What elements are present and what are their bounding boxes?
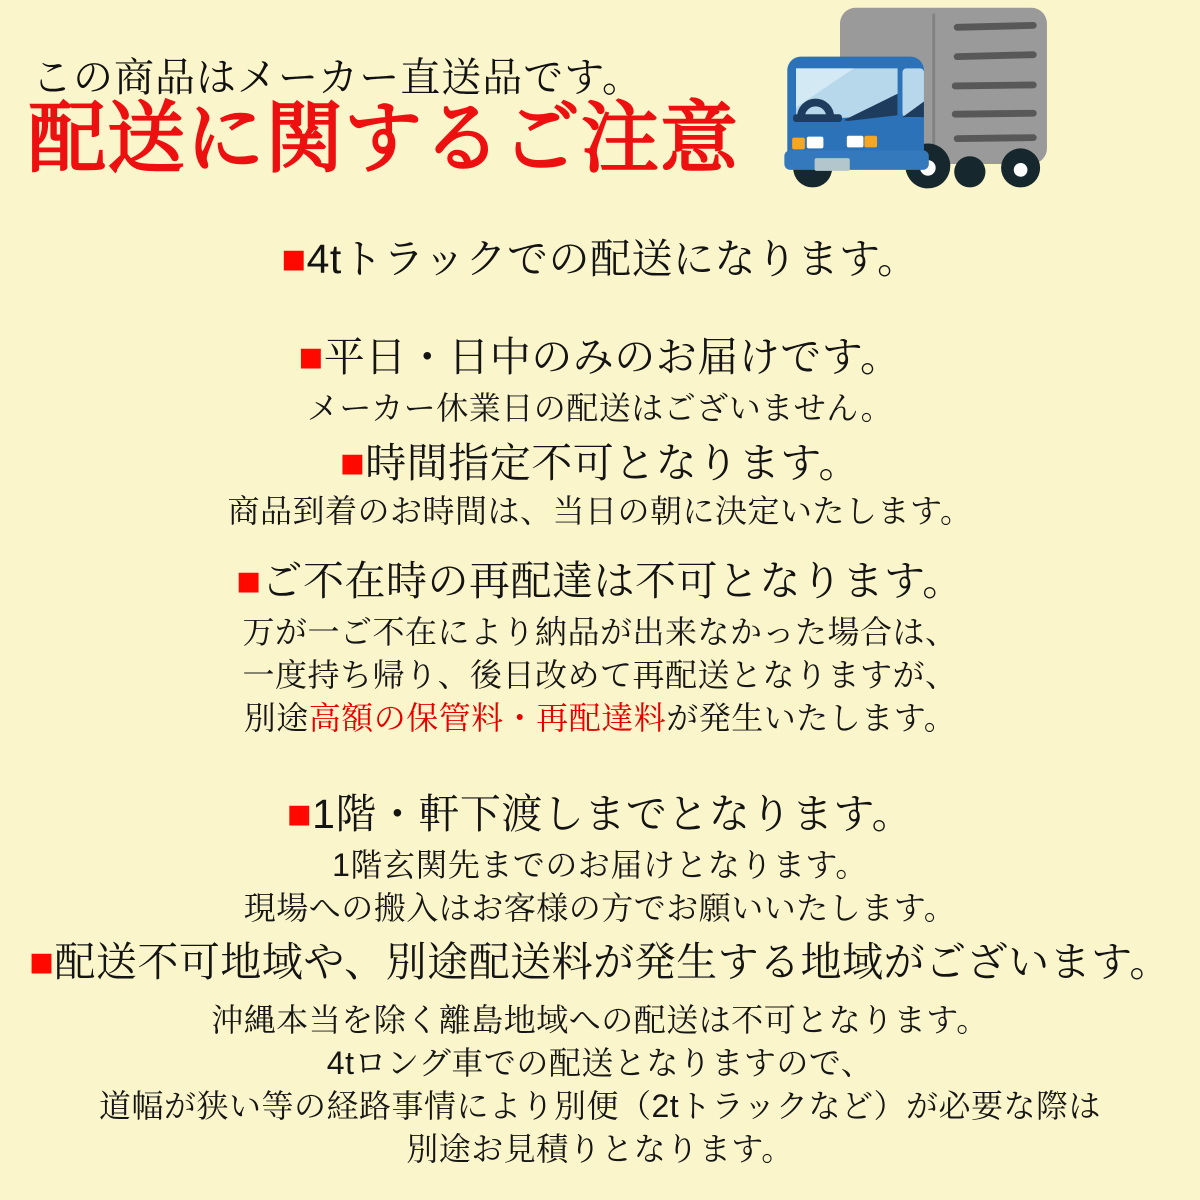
section-detail-line: 商品到着のお時間は、当日の朝に決定いたします。 bbox=[227, 493, 973, 530]
section-weekday-delivery bbox=[0, 334, 1200, 430]
section-heading-text: 配送不可地域や、別途配送料が発生する地域がございます。 bbox=[54, 939, 1171, 985]
section-detail-line: 道幅が狭い等の経路事情により別便（2tトラックなど）が必要な際は bbox=[98, 1088, 1102, 1125]
section-heading-text: 時間指定不可となります。 bbox=[365, 440, 860, 486]
section-heading bbox=[0, 939, 1200, 986]
section-detail-line: 別途お見積りとなります。 bbox=[406, 1131, 794, 1168]
section-truck-type bbox=[0, 236, 1200, 283]
detail-text: 別途 bbox=[243, 700, 309, 737]
section-heading-text: 1階・軒下渡しまでとなります。 bbox=[312, 791, 914, 837]
section-detail-line: 4tロング車での配送となりますので、 bbox=[326, 1045, 874, 1082]
intro-text: この商品はメーカー直送品です。 bbox=[32, 56, 643, 100]
section-heading bbox=[0, 334, 1200, 381]
detail-text: が発生いたします。 bbox=[666, 700, 957, 737]
section-heading-text: 平日・日中のみのお届けです。 bbox=[323, 334, 902, 380]
section-restricted-areas bbox=[0, 939, 1200, 1171]
section-heading bbox=[0, 558, 1200, 605]
section-heading bbox=[0, 236, 1200, 283]
red-square-bullet: ■ bbox=[286, 791, 313, 837]
section-detail-line: 沖縄本当を除く離島地域への配送は不可となります。 bbox=[211, 1002, 989, 1039]
section-detail-line: 万が一ご不在により納品が出来なかった場合は、 bbox=[242, 614, 958, 651]
red-square-bullet: ■ bbox=[236, 558, 262, 604]
red-square-bullet: ■ bbox=[340, 440, 366, 486]
page-title: 配送に関するご注意 bbox=[28, 94, 740, 182]
section-heading bbox=[0, 791, 1200, 838]
truck-cab bbox=[784, 57, 928, 171]
red-square-bullet: ■ bbox=[298, 334, 324, 380]
section-heading-text: ご不在時の再配達は不可となります。 bbox=[261, 558, 964, 604]
section-detail-line: 現場への搬入はお客様の方でお願いいたします。 bbox=[243, 890, 957, 927]
red-square-bullet: ■ bbox=[281, 236, 307, 282]
section-heading bbox=[0, 440, 1200, 487]
section-ground-floor-delivery bbox=[0, 791, 1200, 930]
section-heading-text: 4tトラックでの配送になります。 bbox=[306, 236, 919, 282]
truck-icon bbox=[772, 0, 1072, 205]
section-detail-line-highlighted bbox=[0, 697, 1200, 740]
detail-text-red: 高額の保管料・再配達料 bbox=[308, 700, 667, 737]
section-no-redelivery bbox=[0, 558, 1200, 740]
section-detail-line: 1階玄関先までのお届けとなります。 bbox=[332, 847, 868, 884]
red-square-bullet: ■ bbox=[29, 939, 55, 985]
section-detail-line: メーカー休業日の配送はございません。 bbox=[306, 390, 894, 427]
section-detail-line: 一度持ち帰り、後日改めて再配送となりますが、 bbox=[242, 657, 958, 694]
section-no-time-specification bbox=[0, 440, 1200, 533]
